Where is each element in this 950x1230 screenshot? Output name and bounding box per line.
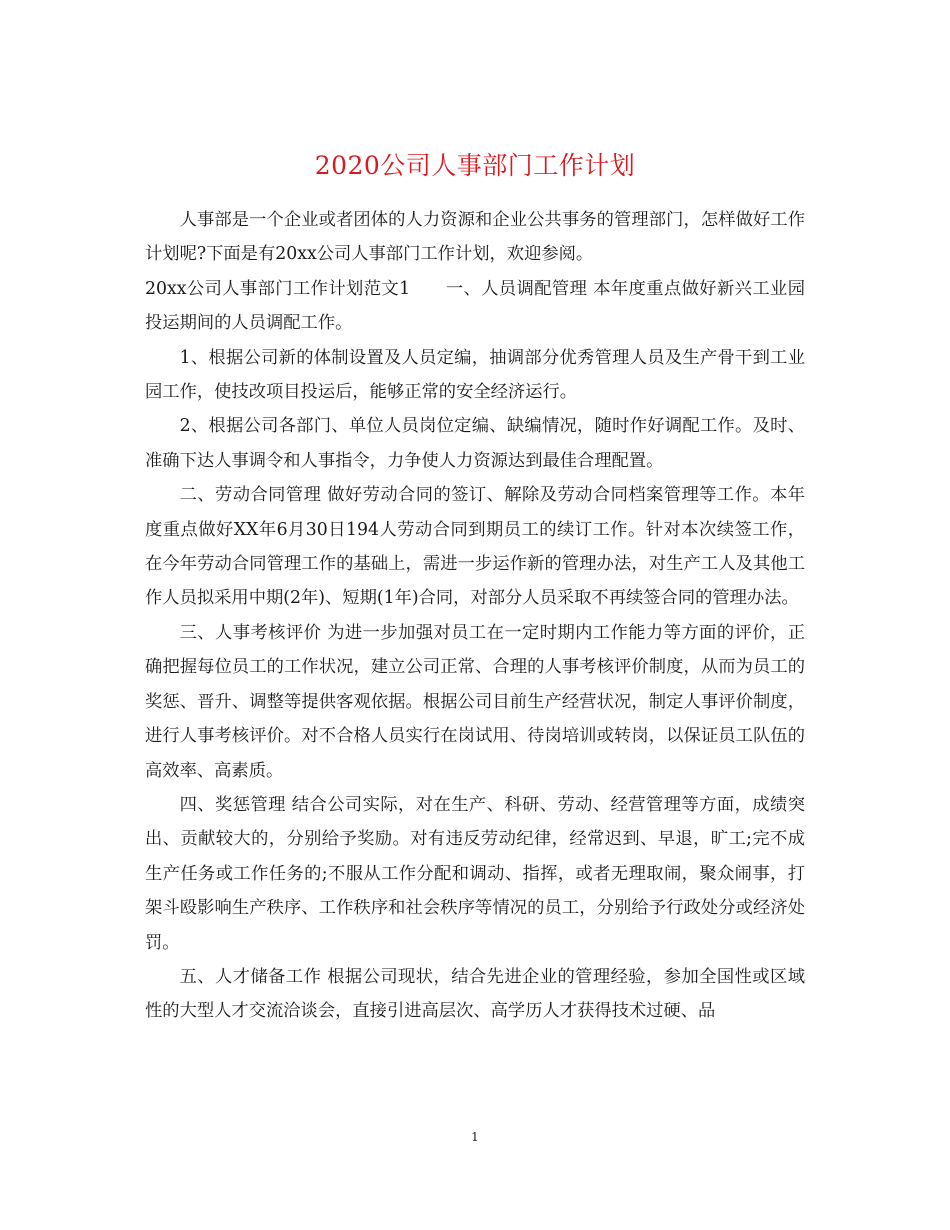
paragraph: 三、人事考核评价 为进一步加强对员工在一定时期内工作能力等方面的评价，正确把握每位员工的工作状况，建立公司正常、合理的人事考核评价制度，从而为员工的奖惩、晋升、调整等提供客观依据。根据公司目前生产经营状况，制定人事评价制度，进行人事考核评价。对不合格人员实行在岗试用、待岗培训或转岗，以保证员工队伍的高效率、高素质。 (145, 622, 805, 781)
paragraph: 五、人才储备工作 根据公司现状，结合先进企业的管理经验，参加全国性或区域性的大型人才交流洽谈会，直接引进高层次、高学历人才获得技术过硬、品 (145, 966, 805, 1022)
paragraph: 20xx公司人事部门工作计划范文1 一、人员调配管理 本年度重点做好新兴工业园投运期间的人员调配工作。 (145, 278, 805, 334)
document-body (145, 203, 805, 1029)
paragraph: 二、劳动合同管理 做好劳动合同的签订、解除及劳动合同档案管理等工作。本年度重点做好XX年6月30日194人劳动合同到期员工的续订工作。针对本次续签工作，在今年劳动合同管理工作的基础上，需进一步运作新的管理办法，对生产工人及其他工作人员拟采用中期(2年)、短期(1年)合同，对部分人员采取不再续签合同的管理办法。 (145, 485, 805, 609)
paragraph: 四、奖惩管理 结合公司实际，对在生产、科研、劳动、经营管理等方面，成绩突出、贡献较大的，分别给予奖励。对有违反劳动纪律，经常迟到、早退，旷工;完不成生产任务或工作任务的;不服从工作分配和调动、指挥，或者无理取闹，聚众闹事，打架斗殴影响生产秩序、工作秩序和社会秩序等情况的员工，分别给予行政处分或经济处罚。 (145, 794, 805, 953)
paragraph: 2、根据公司各部门、单位人员岗位定编、缺编情况，随时作好调配工作。及时、准确下达人事调令和人事指令，力争使人力资源达到最佳合理配置。 (145, 416, 805, 471)
paragraph: 1、根据公司新的体制设置及人员定编，抽调部分优秀管理人员及生产骨干到工业园工作，使技改项目投运后，能够正常的安全经济运行。 (145, 347, 805, 403)
paragraph: 人事部是一个企业或者团体的人力资源和企业公共事务的管理部门，怎样做好工作计划呢?下面是有20xx公司人事部门工作计划，欢迎参阅。 (145, 210, 805, 265)
page-number: 1 (471, 1130, 479, 1144)
document-title: 2020公司人事部门工作计划 (314, 150, 636, 180)
